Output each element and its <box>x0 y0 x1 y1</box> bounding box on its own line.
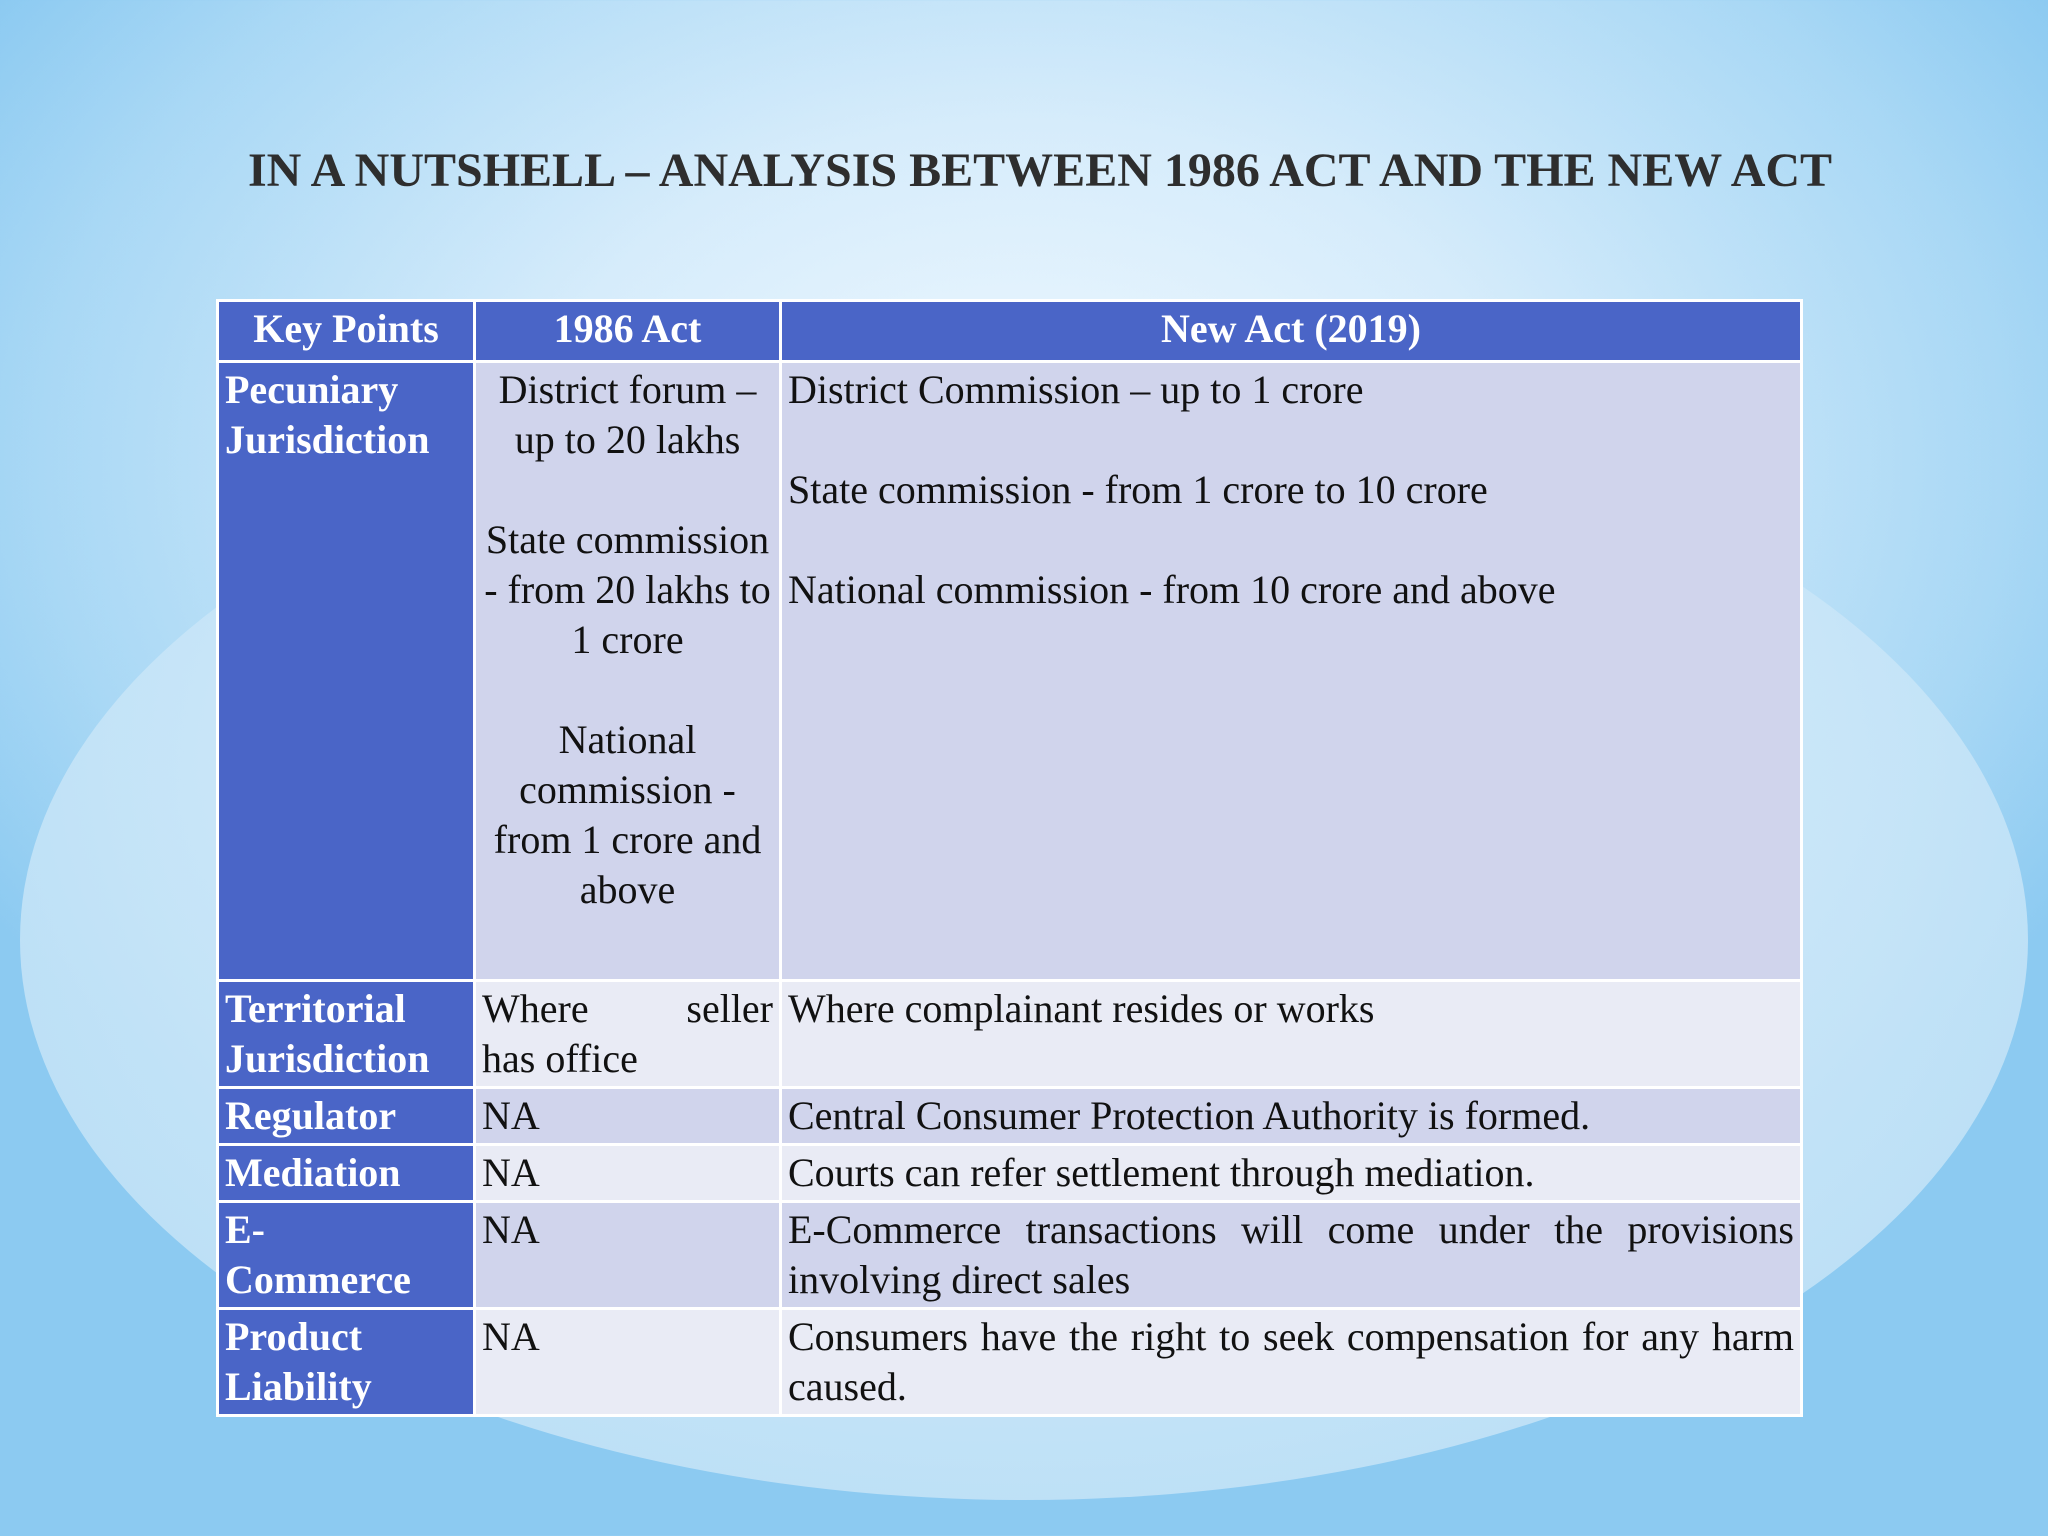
new-cell-regulator: Central Consumer Protection Authority is formed. <box>781 1088 1802 1145</box>
table-header-row <box>218 301 1802 362</box>
old-state-text: State commission - from 20 lakhs to 1 crore <box>484 517 771 662</box>
old-territorial-line2: has office <box>482 1036 638 1081</box>
key-label-line: Product <box>225 1314 363 1359</box>
key-label-line: Commerce <box>225 1257 411 1302</box>
key-label-line: Jurisdiction <box>225 1036 430 1081</box>
old-cell-territorial <box>475 981 781 1088</box>
key-cell-mediation: Mediation <box>218 1145 475 1202</box>
table-row-ecommerce <box>218 1202 1802 1309</box>
key-cell-pecuniary <box>218 362 475 981</box>
header-1986-act: 1986 Act <box>475 301 781 362</box>
comparison-table <box>216 299 1803 1417</box>
old-cell-mediation: NA <box>475 1145 781 1202</box>
key-cell-ecommerce <box>218 1202 475 1309</box>
slide-title: IN A NUTSHELL – ANALYSIS BETWEEN 1986 ACT AND THE NEW ACT <box>247 144 1833 197</box>
table-row-pecuniary <box>218 362 1802 981</box>
old-cell-pecuniary <box>475 362 781 981</box>
old-cell-product-liability: NA <box>475 1309 781 1416</box>
key-cell-product-liability <box>218 1309 475 1416</box>
old-cell-regulator: NA <box>475 1088 781 1145</box>
key-label-line: Pecuniary <box>225 367 399 412</box>
header-new-act: New Act (2019) <box>781 301 1802 362</box>
key-cell-territorial <box>218 981 475 1088</box>
new-cell-product-liability: Consumers have the right to seek compensation for any harm caused. <box>781 1309 1802 1416</box>
new-cell-pecuniary <box>781 362 1802 981</box>
key-label-line: Liability <box>225 1364 372 1409</box>
key-label-line: Jurisdiction <box>225 417 430 462</box>
key-label-line: Territorial <box>225 986 406 1031</box>
table-row-mediation <box>218 1145 1802 1202</box>
old-territorial-line1: Where seller <box>482 986 773 1031</box>
old-cell-ecommerce: NA <box>475 1202 781 1309</box>
key-label-line: E- <box>225 1207 265 1252</box>
new-national-text: National commission - from 10 crore and above <box>788 567 1556 612</box>
header-key-points: Key Points <box>218 301 475 362</box>
new-cell-ecommerce: E-Commerce transactions will come under the provisions involving direct sales <box>781 1202 1802 1309</box>
new-state-text: State commission - from 1 crore to 10 crore <box>788 467 1488 512</box>
table-row-regulator <box>218 1088 1802 1145</box>
old-district-text: District forum – up to 20 lakhs <box>498 367 757 462</box>
old-national-text: National commission - from 1 crore and above <box>493 717 762 912</box>
key-cell-regulator: Regulator <box>218 1088 475 1145</box>
new-cell-mediation: Courts can refer settlement through mediation. <box>781 1145 1802 1202</box>
new-district-text: District Commission – up to 1 crore <box>788 367 1364 412</box>
table-row-territorial <box>218 981 1802 1088</box>
table-row-product-liability <box>218 1309 1802 1416</box>
new-cell-territorial: Where complainant resides or works <box>781 981 1802 1088</box>
